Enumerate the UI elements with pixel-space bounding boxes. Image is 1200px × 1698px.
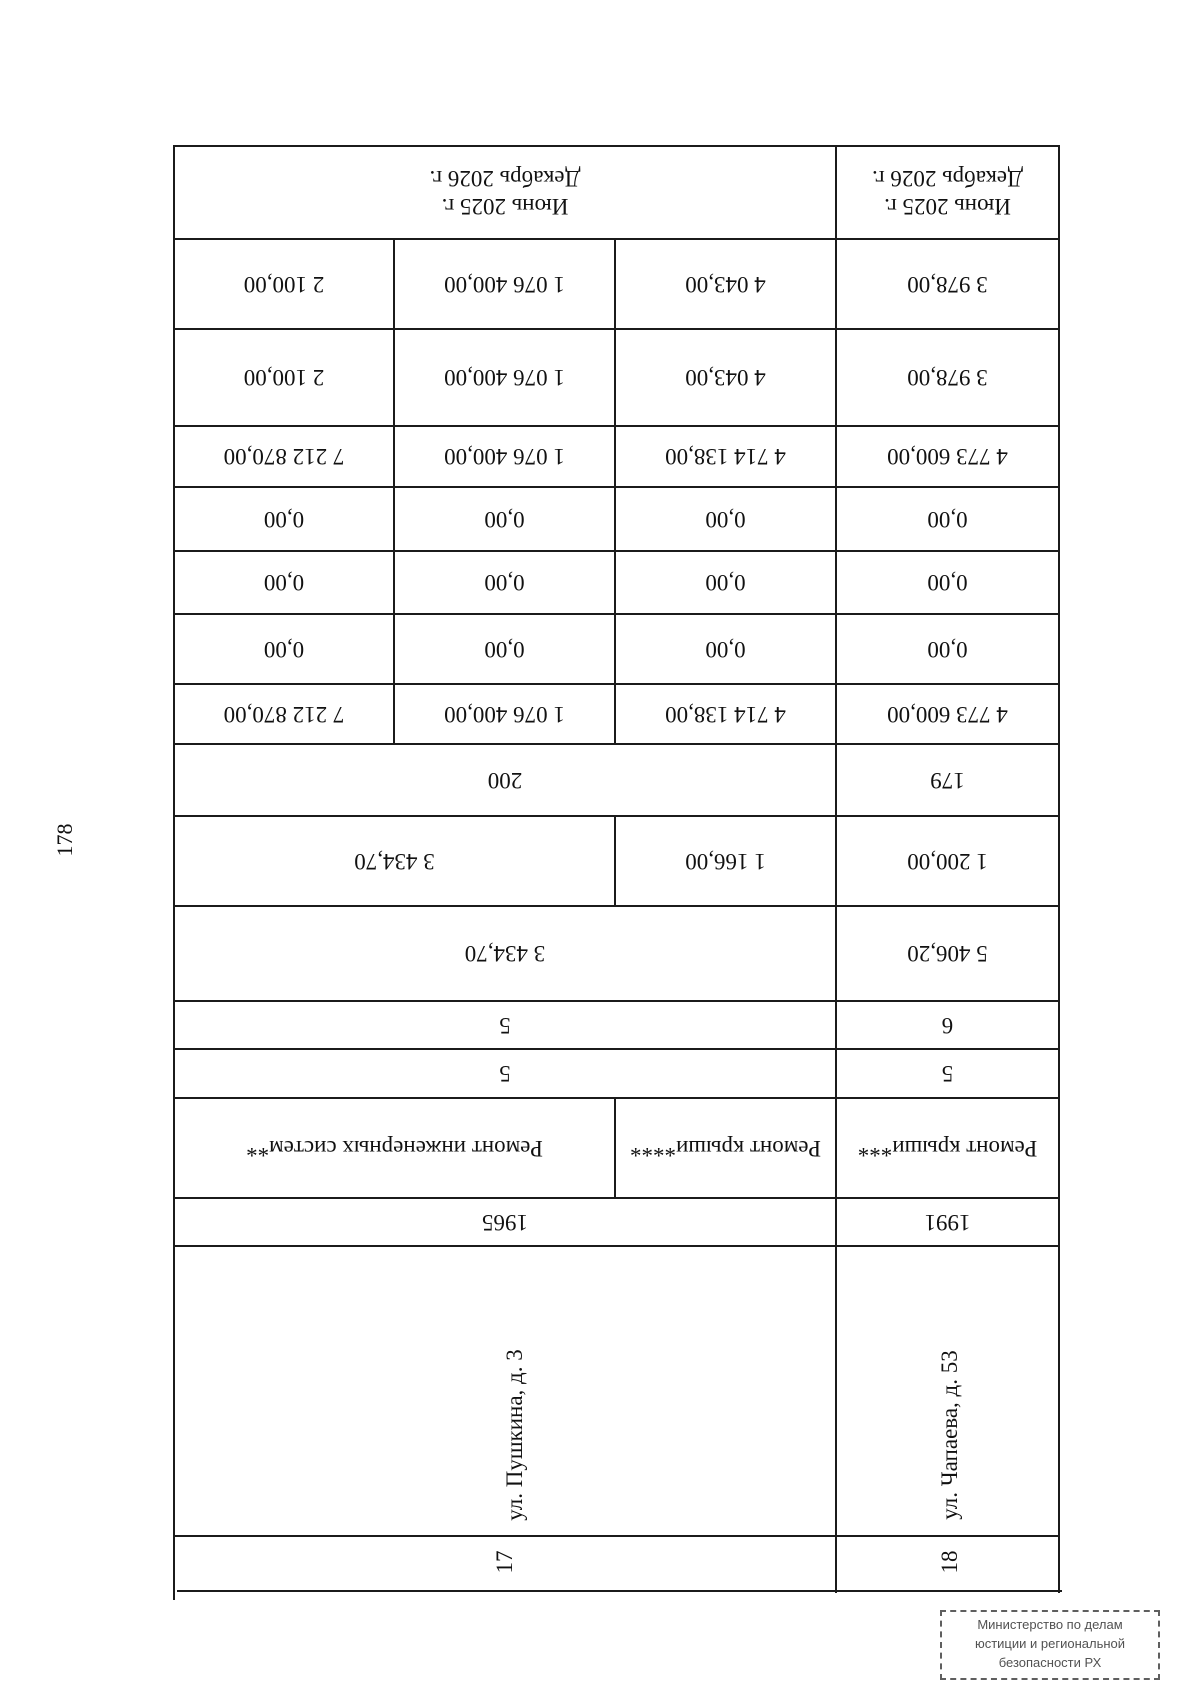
row14-right: 1991 (924, 1209, 971, 1235)
row13-middle: Ремонт крыши**** (630, 1135, 822, 1161)
row1-col3: 4 043,00 (685, 271, 766, 297)
row10-left: 3 434,70 (464, 941, 546, 967)
row6-col3: 0,00 (705, 636, 746, 662)
row-line-15 (175, 1245, 1060, 1247)
row4-col1: 0,00 (263, 506, 305, 532)
row7-col4: 4 773 600,00 (887, 701, 1008, 727)
row13-left: Ремонт инженерных систем** (246, 1135, 543, 1161)
row9-right: 1 200,00 (907, 848, 988, 874)
page-number: 178 (52, 823, 77, 857)
period-start-left: Июнь 2025 г. (441, 194, 569, 220)
period-end-left: Декабрь 2026 г. (429, 166, 581, 192)
row3-col4: 4 773 600,00 (887, 444, 1008, 470)
row1-col2: 1 076 400,00 (444, 271, 565, 297)
row5-col1: 0,00 (263, 570, 305, 596)
period-start-right: Июнь 2025 г. (884, 194, 1011, 220)
row10-right: 5 406,20 (907, 941, 988, 967)
header-period-left (175, 147, 835, 238)
row5-col3: 0,00 (705, 570, 746, 596)
address-18: ул. Чапаева, д. 53 (937, 1350, 962, 1520)
row7-col2: 1 076 400,00 (444, 701, 565, 727)
row3-col1: 7 212 870,00 (223, 444, 345, 470)
row4-col4: 0,00 (927, 506, 968, 532)
row4-col3: 0,00 (705, 506, 746, 532)
row-line-16 (175, 1535, 1060, 1537)
row8-left: 200 (487, 767, 523, 793)
row7-col3: 4 714 138,00 (665, 701, 786, 727)
row2-col1: 2 100,00 (243, 365, 325, 391)
period-end-right: Декабрь 2026 г. (872, 166, 1023, 192)
row6-col2: 0,00 (484, 636, 525, 662)
row8-right: 179 (930, 767, 965, 793)
stamp-line-2: юстиции и региональной (974, 1635, 1126, 1651)
row12-right: 5 (941, 1061, 954, 1087)
stamp-line-1: Министерство по делам (977, 1617, 1123, 1632)
stamp-line-3: безопасности РХ (998, 1654, 1102, 1670)
row7-col1: 7 212 870,00 (223, 701, 345, 727)
table-border-right (1058, 145, 1060, 1593)
row3-col2: 1 076 400,00 (444, 444, 565, 470)
row6-col1: 0,00 (263, 636, 305, 662)
table-border-bottom (177, 1590, 1062, 1592)
row1-col4: 3 978,00 (907, 271, 988, 297)
row9-middle: 1 166,00 (685, 848, 766, 874)
row-number-18: 18 (937, 1550, 962, 1574)
row9-left: 3 434,70 (354, 848, 435, 874)
row14-left: 1965 (482, 1209, 528, 1235)
row1-col1: 2 100,00 (243, 271, 325, 297)
header-period-right (837, 147, 1058, 238)
row5-col4: 0,00 (927, 570, 968, 596)
address-17: ул. Пушкина, д. 3 (502, 1349, 527, 1521)
row2-col2: 1 076 400,00 (444, 365, 565, 391)
row2-col4: 3 978,00 (907, 365, 988, 391)
row-number-17: 17 (492, 1550, 517, 1574)
row11-left: 5 (499, 1012, 511, 1038)
row5-col2: 0,00 (484, 570, 525, 596)
row3-col3: 4 714 138,00 (665, 444, 786, 470)
row6-col4: 0,00 (927, 636, 968, 662)
row11-right: 6 (941, 1012, 954, 1038)
row2-col3: 4 043,00 (685, 365, 766, 391)
row13-right: Ремонт крыши*** (857, 1135, 1038, 1161)
row4-col2: 0,00 (484, 506, 525, 532)
row12-left: 5 (499, 1061, 511, 1087)
ministry-stamp (940, 1610, 1160, 1680)
